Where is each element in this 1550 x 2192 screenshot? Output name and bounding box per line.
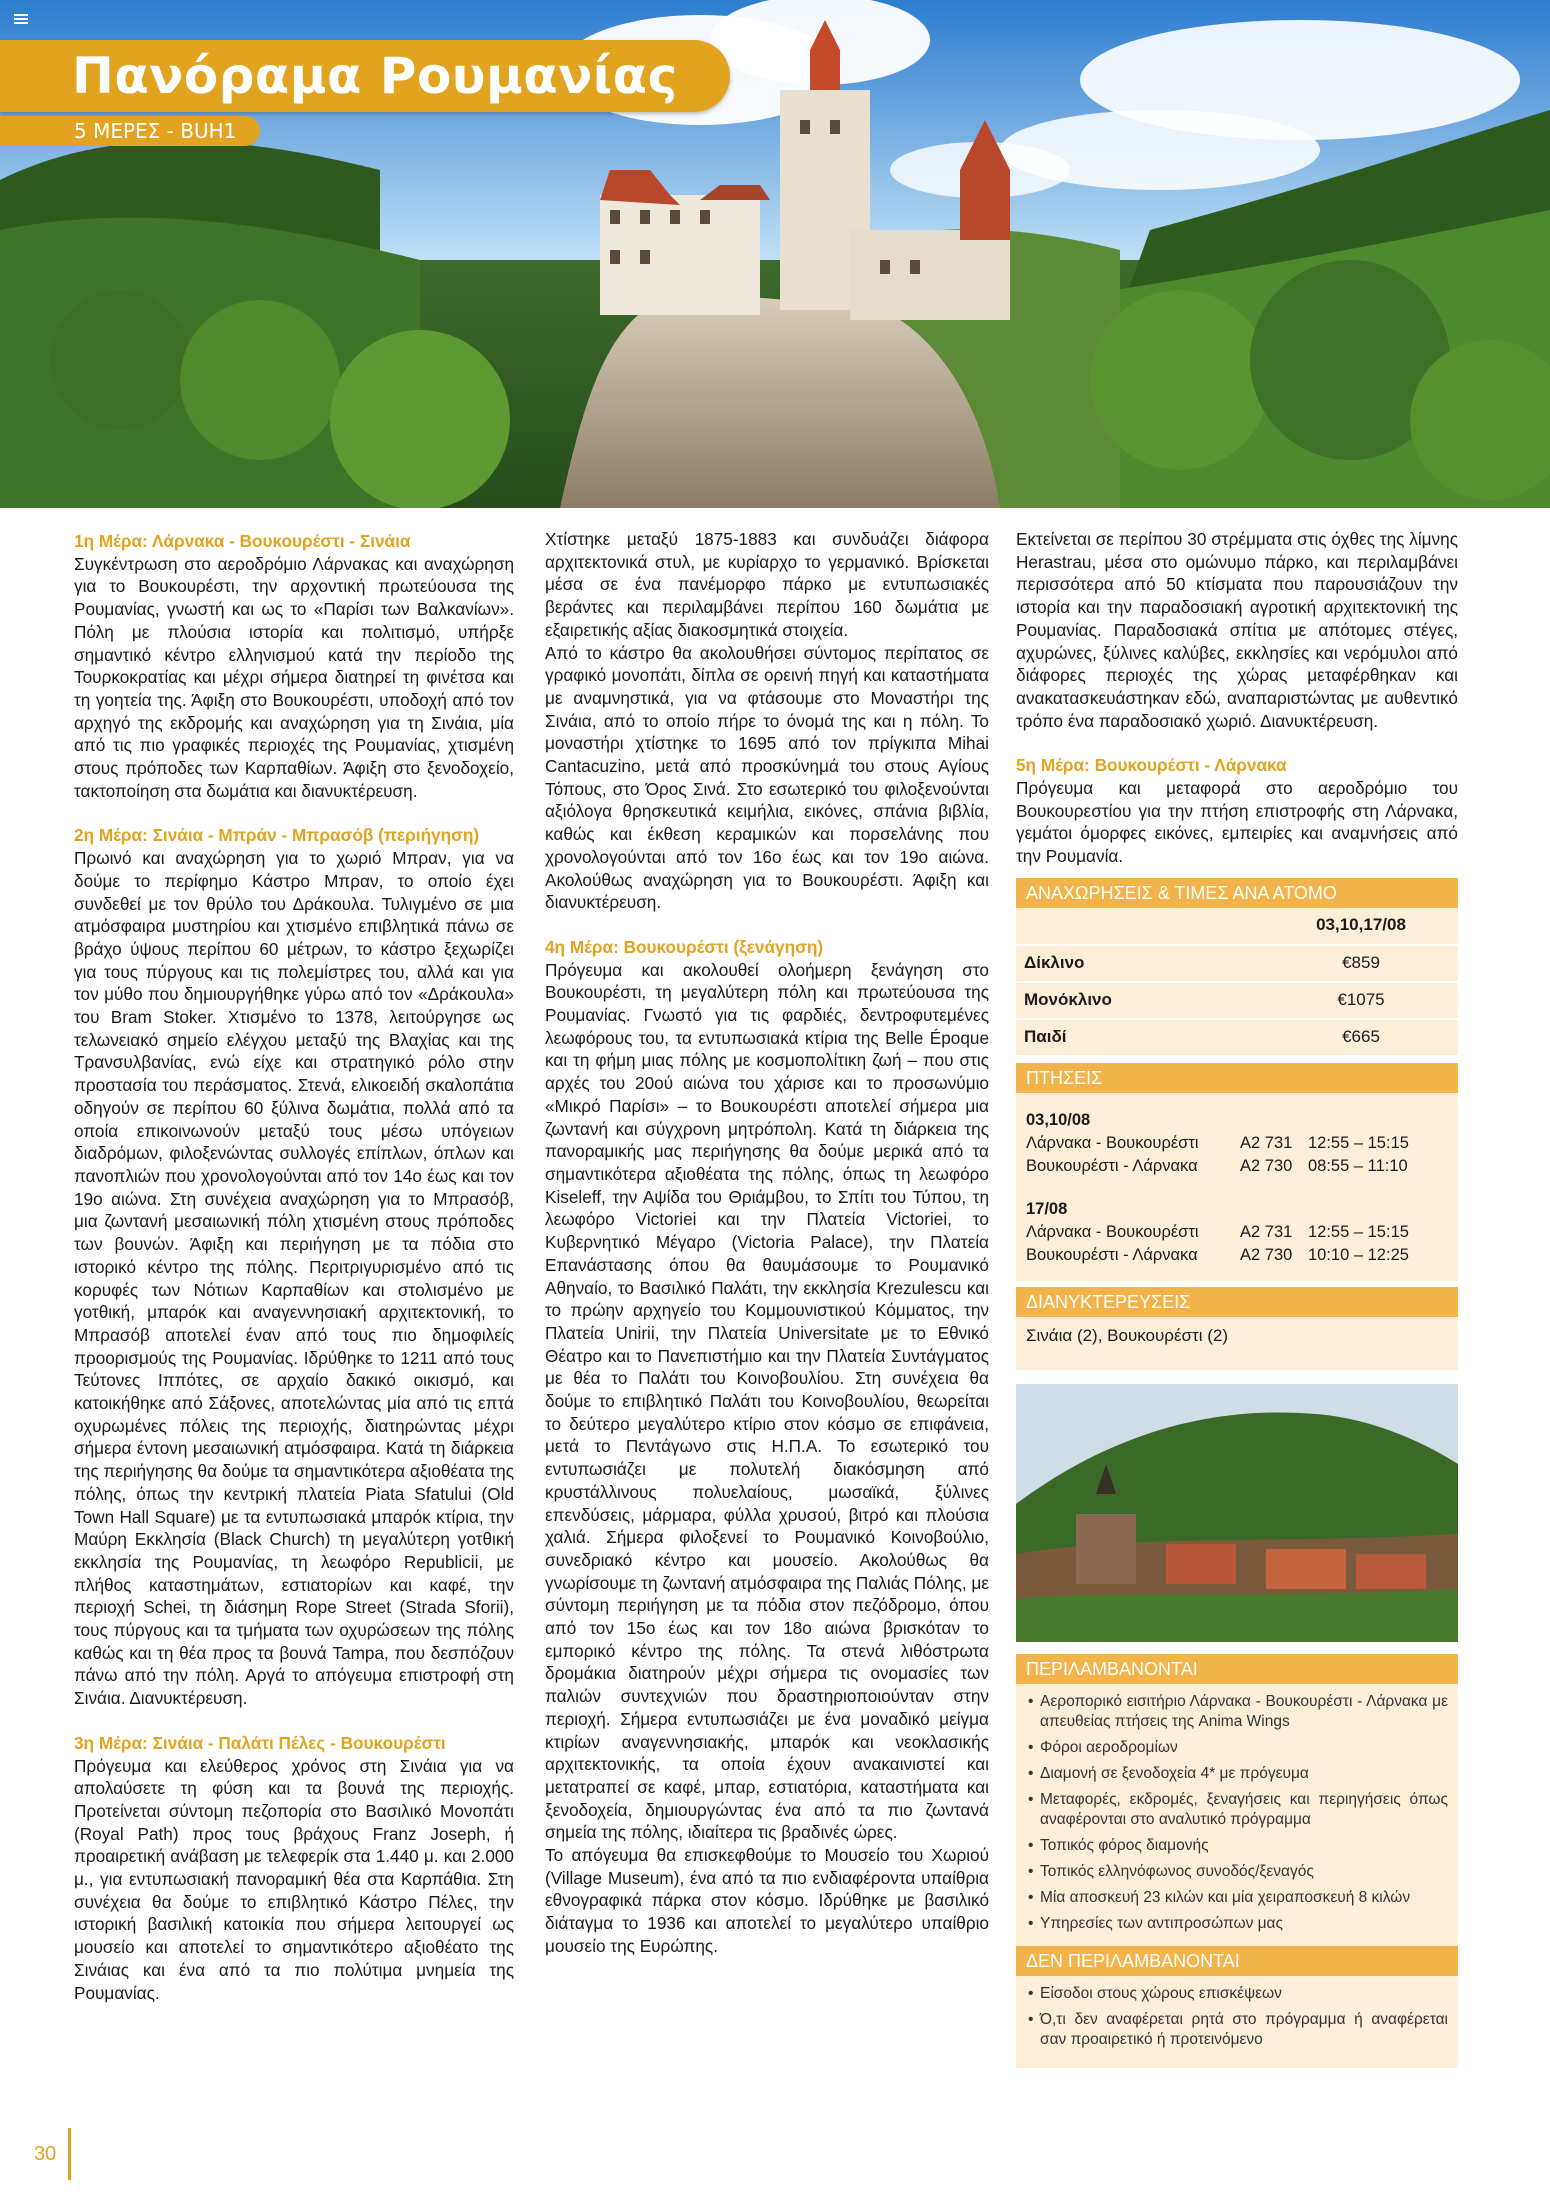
day-paragraph: Πρόγευμα και μεταφορά στο αεροδρόμιο του Βουκουρεστίου για την πτήση επιστροφής στη Λάρνακα, γεμάτοι όμορφες εικόνες, εμπειρίες και αναμνήσεις από την Ρουμανία. bbox=[1016, 778, 1458, 867]
day-paragraph: Χτίστηκε μεταξύ 1875-1883 και συνδυάζει διάφορα αρχιτεκτονικά στυλ, με κυρίαρχο το γερμανικό. Βρίσκεται μέσα σε ένα πανέμορφο πάρκο με εντυπωσιακές βεράντες και περιλαμβάνει περίπου 160 δωμάτια με εξαιρετικής αξίας διακοσμητικά στοιχεία. bbox=[545, 529, 989, 640]
hero-photo-bran-castle bbox=[0, 0, 1550, 508]
price-row bbox=[1016, 945, 1458, 982]
flight-time: 08:55 – 11:10 bbox=[1308, 1156, 1408, 1175]
price-row bbox=[1016, 1019, 1458, 1056]
page-number-rule bbox=[68, 2128, 71, 2180]
flight-time: 10:10 – 12:25 bbox=[1308, 1245, 1409, 1264]
included-list bbox=[1016, 1684, 1458, 1946]
included-item: • Διαμονή σε ξενοδοχεία 4* με πρόγευμα bbox=[1028, 1764, 1448, 1784]
flight-date: 17/08 bbox=[1026, 1199, 1068, 1218]
price-row bbox=[1016, 982, 1458, 1019]
route: Λάρνακα - Βουκουρέστι bbox=[1026, 1222, 1199, 1241]
day-paragraph: Από το κάστρο θα ακολουθήσει σύντομος περίπατος σε γραφικό μονοπάτι, δίπλα σε ορεινή πηγή και καταστήματα με αναμνηστικά, για να φτάσουμε στο Μοναστήρι της Σινάια, από το οποίο πήρε το όνομά της και η πόλη. Το μοναστήρι χτίστηκε το 1695 από τον πρίγκιπα Mihai Cantacuzino, μετά από προσκύνημά του στους Αγίους Τόπους, στο Όρος Σινά. Στο εσωτερικό του φιλοξενούνται αξιόλογα θρησκευτικά κειμήλια, εικόνες, σπάνια βιβλία, καθώς και έκθεση κεραμικών και πορσελάνης που χρονολογούνται από τον 16ο έως και τον 19ο αιώνα. Ακολούθως αναχώρηση για το Βουκουρέστι. Άφιξη και διανυκτέρευση. bbox=[545, 642, 989, 913]
room-type: Μονόκλινο bbox=[1016, 982, 1256, 1019]
day-heading: 5η Μέρα: Βουκουρέστι - Λάρνακα bbox=[1016, 755, 1287, 776]
day-paragraph: Εκτείνεται σε περίπου 30 στρέμματα στις όχθες της λίμνης Herastrau, μέσα στο ομώνυμο πάρκο, και περιλαμβάνει περισσότερα από 50 κτίσματα που παρουσιάζουν την ιστορία και την παραδοσιακή αγροτική αρχιτεκτονική της Ρουμανίας. Παραδοσιακά σπίτια με απότομες στέγες, αχυρώνες, ξύλινες καλύβες, εκκλησίες και νερόμυλοι από διάφορες περιοχές της χώρας μεταφέρθηκαν και ανακατασκευάστηκαν εδώ, αναπαριστώντας με αυθεντικό τρόπο ένα παραδοσιακό χωριό. Διανυκτέρευση. bbox=[1016, 529, 1458, 731]
flight-row bbox=[1026, 1155, 1448, 1178]
room-type: Παιδί bbox=[1016, 1019, 1256, 1056]
flight-row bbox=[1026, 1221, 1448, 1244]
included-heading: ΠΕΡΙΛΑΜΒΑΝΟΝΤΑΙ bbox=[1016, 1654, 1458, 1684]
menu-icon bbox=[14, 14, 28, 24]
price-value: €859 bbox=[1256, 945, 1458, 982]
prices-heading: ΑΝΑΧΩΡΗΣΕΙΣ & ΤΙΜΕΣ ΑΝΑ ΑΤΟΜΟ bbox=[1016, 878, 1458, 908]
subtitle-banner bbox=[0, 116, 260, 146]
flight-date: 03,10/08 bbox=[1026, 1110, 1091, 1129]
excluded-list bbox=[1016, 1976, 1458, 2068]
excluded-heading: ΔΕΝ ΠΕΡΙΛΑΜΒΑΝΟΝΤΑΙ bbox=[1016, 1946, 1458, 1976]
route: Βουκουρέστι - Λάρνακα bbox=[1026, 1156, 1198, 1175]
flight-time: 12:55 – 15:15 bbox=[1308, 1133, 1409, 1152]
trip-code: 5 ΜΕΡΕΣ - BUH1 bbox=[74, 119, 237, 143]
included-item: • Τοπικός ελληνόφωνος συνοδός/ξεναγός bbox=[1028, 1862, 1448, 1882]
itinerary-column-3 bbox=[1016, 528, 1458, 868]
day-paragraph: Συγκέντρωση στο αεροδρόμιο Λάρνακας και αναχώρηση για το Βουκουρέστι, την αρχοντική πρωτεύουσα της Ρουμανίας, γνωστή και ως το «Παρίσι των Βαλκανίων». Πόλη με πλούσια ιστορία και πολιτισμό, υπήρξε σημαντικό κέντρο ελληνισμού κατά την περίοδο της Τουρκοκρατίας και μέχρι σήμερα διατηρεί τη φινέτσα και τη γοητεία της. Άφιξη στο Βουκουρέστι, υποδοχή από τον αρχηγό της εκδρομής και αναχώρηση για τη Σινάια, μία από τις πιο γραφικές περιοχές της Ρουμανίας, χτισμένη στους πρόποδες των Καρπαθίων. Άφιξη στο ξενοδοχείο, τακτοποίηση στα δωμάτια και διανυκτέρευση. bbox=[74, 553, 514, 801]
stays-heading: ΔΙΑΝΥΚΤΕΡΕΥΣΕΙΣ bbox=[1016, 1287, 1458, 1317]
day-heading: 3η Μέρα: Σινάια - Παλάτι Πέλες - Βουκουρέστι bbox=[74, 1732, 446, 1753]
route: Λάρνακα - Βουκουρέστι bbox=[1026, 1133, 1199, 1152]
day-paragraph: Το απόγευμα θα επισκεφθούμε το Μουσείο του Χωριού (Village Museum), ένα από τα πιο ενδιαφέροντα υπαίθρια εθνογραφικά πάρκα στον κόσμο. Ιδρύθηκε με βασιλικό διάταγμα το 1936 και αποτελεί το μεγαλύτερο υπαίθριο μουσείο της Ευρώπης. bbox=[545, 1845, 989, 1956]
day-heading: 4η Μέρα: Βουκουρέστι (ξενάγηση) bbox=[545, 936, 824, 957]
info-column bbox=[1016, 528, 1458, 2068]
flight-row bbox=[1026, 1132, 1448, 1155]
excluded-item: • Ό,τι δεν αναφέρεται ρητά στο πρόγραμμα ή αναφέρεται σαν προαιρετικό ή προτεινόμενο bbox=[1028, 2010, 1448, 2050]
itinerary-column-2 bbox=[545, 528, 989, 1958]
included-item: • Τοπικός φόρος διαμονής bbox=[1028, 1836, 1448, 1856]
included-item: • Μεταφορές, εκδρομές, ξεναγήσεις και περιηγήσεις όπως αναφέρονται στο αναλυτικό πρόγραμμα bbox=[1028, 1790, 1448, 1830]
title-banner bbox=[0, 40, 730, 112]
flight-number: A2 731 bbox=[1240, 1133, 1293, 1152]
included-item: • Υπηρεσίες των αντιπροσώπων μας bbox=[1028, 1914, 1448, 1934]
excluded-item: • Είσοδοι στους χώρους επισκέψεων bbox=[1028, 1984, 1448, 2004]
brasov-photo bbox=[1016, 1384, 1458, 1642]
flight-number: A2 730 bbox=[1240, 1156, 1293, 1175]
route: Βουκουρέστι - Λάρνακα bbox=[1026, 1245, 1198, 1264]
brasov-illustration bbox=[1016, 1384, 1458, 1642]
day-paragraph: Πρόγευμα και ελεύθερος χρόνος στη Σινάια για να απολαύσετε τη φύση και τα βουνά της περιοχής. Προτείνεται σύντομη πεζοπορία στο Βασιλικό Μονοπάτι (Royal Path) προς τους βράχους Franz Joseph, ή προαιρετική ανάβαση με τελεφερίκ στα 1.440 μ. και 2.000 μ., για εντυπωσιακή πανοραμική θέα στα Καρπάθια. Στη συνέχεια θα δούμε το επιβλητικό Κάστρο Πέλες, την ιστορική βασιλική κατοικία που σήμερα λειτουργεί ως μουσείο και αποτελεί το σημαντικότερο αξιοθέατο της Σινάιας και ένα από τα πιο πολύτιμα μνημεία της Ρουμανίας. bbox=[74, 1755, 514, 2003]
day-heading: 2η Μέρα: Σινάια - Μπράν - Μπρασόβ (περιήγηση) bbox=[74, 825, 480, 846]
day-paragraph: Πρωινό και αναχώρηση για το χωριό Μπραν, για να δούμε το περίφημο Κάστρο Μπραν, το οποίο έχει συνδεθεί με τον θρύλο του Δράκουλα. Τυλιγμένο σε μια ατμόσφαιρα μυστηρίου και χτισμένο επιβλητικά πάνω σε βράχο ύψους περίπου 60 μέτρων, το κάστρο ξεχωρίζει για τους πύργους και τις πολεμίστρες του, αλλά και για τον μύθο που δημιουργήθηκε γύρω από τον «Δράκουλα» του Bram Stoker. Χτισμένο το 1378, λειτούργησε ως τελωνειακό σημείο ελέγχου μεταξύ της Βλαχίας και της Τρανσυλβανίας, ενώ είχε και στρατηγικό ρόλο στην προστασία του περάσματος. Στενά, ελικοειδή σκαλοπάτια οδηγούν σε περίπου 60 ξύλινα δωμάτια, πολλά από τα οποία επικοινωνούν μεταξύ τους μέσω υπόγειων διαδρόμων, φιλοξενώντας συλλογές επίπλων, όπλων και πανοπλιών που χρονολογούνται από τον 14ο έως και τον 19ο αιώνα. Στη συνέχεια αναχώρηση για το Μπρασόβ, μια ζωντανή μεσαιωνική πόλη χτισμένη στους πρόποδες των βουνών. Άφιξη και περιήγηση με τα πόδια στο ιστορικό κέντρο της πόλης. Περιτριγυρισμένο από τις κορυφές των Νότιων Καρπαθίων και στολισμένο με γοτθική, μπαρόκ και αναγεννησιακή αρχιτεκτονική, το Μπρασόβ αποτελεί έναν από τους πιο δημοφιλείς προορισμούς της Ρουμανίας. Ιδρύθηκε το 1211 από τους Τεύτονες Ιππότες, σε αρχαίο δακικό οικισμό, και κατοικήθηκε από Σάξονες, αποτελώντας μία από τις επτά οχυρωμένες πόλεις της περιοχής, διατηρώντας μέχρι σήμερα έντονη μεσαιωνική ατμόσφαιρα. Κατά τη διάρκεια της περιήγησης θα δούμε τα σημαντικότερα αξιοθέατα της πόλης, όπως την κεντρική πλατεία Piata Sfatului (Old Town Hall Square) με τα εντυπωσιακά μπαρόκ κτίρια, την Μαύρη Εκκλησία (Black Church) τη μεγαλύτερη γοτθική εκκλησία της Ρουμανίας, τη λεωφόρο Republicii, με πλήθος καταστημάτων, εστιατορίων και καφέ, την περιοχή Schei, τη διάσημη Rope Street (Strada Sforii), τους πύργους και τα τμήματα των οχυρώσεων της πόλης καθώς και τη θέα προς τα βουνά Tampa, που δεσπόζουν πάνω από την πόλη. Αργά το απόγευμα επιστροφή στη Σινάια. Διανυκτέρευση. bbox=[74, 848, 514, 1709]
page-number: 30 bbox=[34, 2143, 57, 2165]
flight-number: A2 730 bbox=[1240, 1245, 1293, 1264]
flight-row bbox=[1026, 1244, 1448, 1267]
included-item: • Φόροι αεροδρομίων bbox=[1028, 1738, 1448, 1758]
included-item: • Αεροπορικό εισιτήριο Λάρνακα - Βουκουρέστι - Λάρνακα με απευθείας πτήσεις της Anima Wings bbox=[1028, 1692, 1448, 1732]
flight-number: A2 731 bbox=[1240, 1222, 1293, 1241]
day-paragraph: Πρόγευμα και ακολουθεί ολοήμερη ξενάγηση στο Βουκουρέστι, τη μεγαλύτερη πόλη και πρωτεύουσα της Ρουμανίας. Γνωστό για τις φαρδιές, δεντροφυτεμένες λεωφόρους του, τα εντυπωσιακά κτίρια της Belle Époque και τη φήμη μιας πόλης με κοσμοπολίτικη ζωή – που στις αρχές του 20ού αιώνα του χάρισε και το προσωνύμιο «Μικρό Παρίσι» – το Βουκουρέστι αποτελεί σήμερα μια ζωντανή και σύγχρονη μητρόπολη. Κατά τη διάρκεια της πανοραμικής μας περιήγησης θα δούμε μερικά από τα σημαντικότερα αξιοθέατα της πόλης, όπως τη λεωφόρο Kiseleff, την Αψίδα του Θριάμβου, το Σπίτι του Τύπου, τη λεωφόρο Victoriei και την Πλατεία Victoriei, το Κυβερνητικό Μέγαρο (Victoria Palace), την Πλατεία Επανάστασης όπου θα θαυμάσουμε το Ρουμανικό Αθηναίο, το Βασιλικό Παλάτι, την εκκλησία Krezulescu και το πρώην αρχηγείο του Κομμουνιστικού Κόμματος, την Πλατεία Unirii, την Πλατεία Universitate με το Εθνικό Θέατρο και το Πανεπιστήμιο και την Πλατεία Συντάγματος με θέα το Παλάτι του Κοινοβουλίου. Στη συνέχεια θα δούμε το επιβλητικό Παλάτι του Κοινοβουλίου, θεωρείται το δεύτερο μεγαλύτερο κτίριο στον κόσμο σε επιφάνεια, μετά το Πεντάγωνο στις Η.Π.Α. Το εσωτερικό του εντυπωσιάζει με πολυτελή διακόσμηση από κρυστάλλινους πολυελαίους, μωσαϊκά, ξύλινες επενδύσεις, μάρμαρα, φύλλα χρυσού, βιτρό και πλούσια χαλιά. Σήμερα φιλοξενεί το Ρουμανικό Κοινοβούλιο, συνεδριακό κέντρο και μουσείο. Ακολούθως θα γνωρίσουμε τη ζωντανή ατμόσφαιρα της Παλιάς Πόλης, με σύντομη περιήγηση με τα πόδια στον πεζόδρομο, όπου από τον 15ο έως και τον 18ο αιώνα βρισκόταν το εμπορικό κέντρο της πόλης. Τα στενά λιθόστρωτα δρομάκια διατηρούν μέχρι σήμερα τις ονομασίες των παλιών συντεχνιών που δραστηριοποιούνταν στην περιοχή. Σήμερα εντυπωσιάζει με ένα μοναδικό μείγμα κτιρίων αναγεννησιακής, μπαρόκ και νεοκλασικής αρχιτεκτονικής, τα οποία έχουν ανακαινιστεί και μετατραπεί σε καφέ, μπαρ, εστιατόρια, καταστήματα και ξενοδοχεία, δημιουργώντας ένα από τα πιο ζωντανά σημεία της πόλης, ιδιαίτερα τις βραδινές ώρες. bbox=[545, 959, 989, 1843]
page-title: Πανόραμα Ρουμανίας bbox=[72, 47, 678, 105]
departure-dates: 03,10,17/08 bbox=[1256, 908, 1458, 945]
price-value: €665 bbox=[1256, 1019, 1458, 1056]
price-value: €1075 bbox=[1256, 982, 1458, 1019]
itinerary-column-1 bbox=[74, 530, 514, 2004]
day-heading: 1η Μέρα: Λάρνακα - Βουκουρέστι - Σινάια bbox=[74, 531, 411, 551]
stays-text: Σινάια (2), Βουκουρέστι (2) bbox=[1016, 1317, 1458, 1370]
flight-time: 12:55 – 15:15 bbox=[1308, 1222, 1409, 1241]
flights-heading: ΠΤΗΣΕΙΣ bbox=[1016, 1063, 1458, 1093]
room-type: Δίκλινο bbox=[1016, 945, 1256, 982]
price-table bbox=[1016, 908, 1458, 1057]
included-item: • Μία αποσκευή 23 κιλών και μία χειραποσκευή 8 κιλών bbox=[1028, 1888, 1448, 1908]
flights-table bbox=[1016, 1093, 1458, 1281]
